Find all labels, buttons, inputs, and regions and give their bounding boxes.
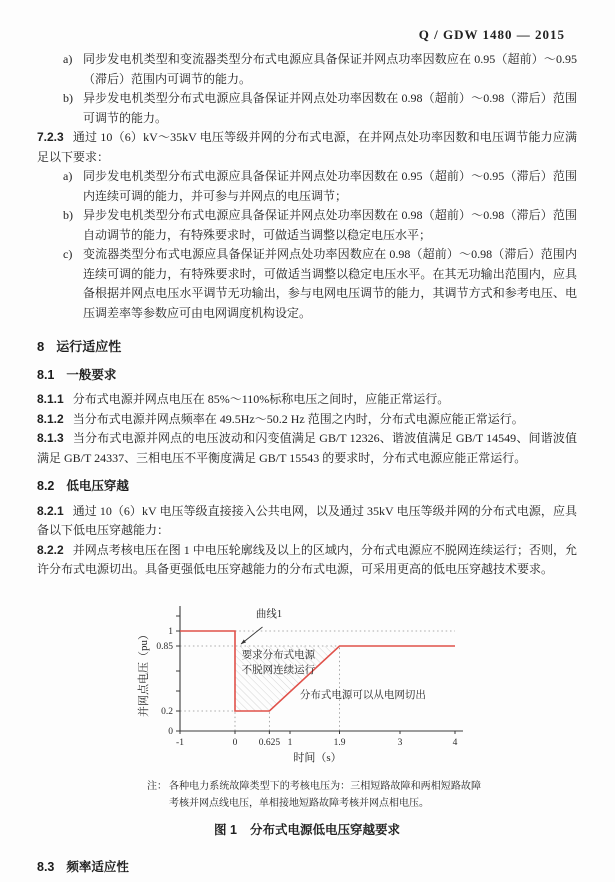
clause-8-1-1 [37, 390, 577, 410]
clause-number: 8.1.3 [37, 431, 64, 445]
clause-text: 当分布式电源并网点频率在 49.5Hz～50.2 Hz 范围之内时，分布式电源应能正常运行。 [72, 411, 524, 426]
section-number: 8 [37, 339, 45, 354]
page-content [37, 50, 577, 882]
section-title: 低电压穿越 [66, 479, 129, 493]
clause-number: 8.1.2 [37, 411, 64, 426]
clause-text: 通过 10（6）kV 电压等级直接接入公共电网，以及通过 35kV 电压等级并网的分布式电源，应具备以下低电压穿越能力： [37, 503, 577, 537]
svg-text:1: 1 [168, 626, 173, 637]
figure-note [147, 778, 481, 812]
svg-text:1.9: 1.9 [333, 737, 346, 748]
section-number: 8.3 [37, 859, 55, 874]
note-label: 注： [147, 781, 167, 792]
clause-8-2-1 [37, 502, 577, 541]
list-item [37, 50, 577, 89]
svg-text:-1: -1 [176, 737, 184, 748]
section-number: 8.2 [37, 479, 55, 493]
svg-text:1: 1 [287, 737, 293, 748]
figure-caption-label: 图 1 [214, 823, 237, 837]
list-item [37, 206, 577, 245]
list-marker: b) [63, 91, 73, 105]
clause-number: 7.2.3 [37, 130, 64, 144]
list-item [37, 245, 577, 323]
clause-number: 8.2.2 [37, 542, 64, 557]
list-marker: a) [63, 52, 73, 66]
list-item-text: 异步发电机类型分布式电源应具备保证并网点处功率因数在 0.98（超前）～0.98（滞后）范围自动调节的能力，有特殊要求时，可做适当调整以稳定电压水平； [83, 208, 577, 242]
note-text: 各种电力系统故障类型下的考核电压为：三相短路故障和两相短路故障考核并网点线电压，单相接地短路故障考核并网点相电压。 [169, 781, 481, 809]
section-title: 频率适应性 [66, 859, 129, 874]
svg-text:0.85: 0.85 [156, 641, 173, 652]
svg-text:0.2: 0.2 [161, 706, 173, 717]
svg-text:3: 3 [397, 737, 403, 748]
svg-text:0: 0 [232, 737, 238, 748]
section-number: 8.1 [37, 367, 55, 382]
list-item [37, 89, 577, 128]
section-8-1-heading [37, 366, 577, 386]
lvrt-chart-wrap [132, 595, 577, 774]
section-8-heading [37, 337, 577, 357]
list-item [37, 167, 577, 206]
list-item-text: 异步发电机类型分布式电源应具备保证并网点处功率因数在 0.98（超前）～0.98（滞后）范围可调节的能力。 [83, 91, 577, 125]
clause-text: 当分布式电源并网点的电压波动和闪变值满足 GB/T 12326、谐波值满足 GB/T 14549、间谐波值满足 GB/T 24337、三相电压不平衡度满足 GB/T 15543 的要求时，分布式电源应能正常运行。 [37, 431, 577, 465]
list-marker: a) [63, 169, 73, 183]
clause-text: 通过 10（6）kV～35kV 电压等级并网的分布式电源，在并网点处功率因数和电压调节能力应满足以下要求： [37, 130, 577, 164]
svg-text:4: 4 [452, 737, 458, 748]
section-8-3-heading [37, 858, 577, 878]
svg-text:分布式电源可以从电网切出: 分布式电源可以从电网切出 [299, 689, 426, 701]
figure-caption [37, 821, 577, 841]
list-marker: c) [63, 247, 73, 261]
svg-text:要求分布式电源不脱网连续运行: 要求分布式电源不脱网连续运行 [241, 649, 316, 676]
clause-8-2-2 [37, 541, 577, 580]
svg-text:0: 0 [168, 726, 173, 737]
section-8-2-heading [37, 477, 577, 497]
svg-text:曲线1: 曲线1 [255, 608, 283, 620]
doc-number: Q / GDW 1480 — 2015 [418, 27, 565, 42]
figure-1 [37, 595, 577, 841]
lvrt-chart [132, 595, 472, 767]
svg-text:并网点电压（pu）: 并网点电压（pu） [138, 628, 150, 717]
list-item-text: 同步发电机类型和变流器类型分布式电源应具备保证并网点功率因数应在 0.95（超前）～0.95（滞后）范围内可调节的能力。 [83, 52, 577, 86]
list-marker: b) [63, 208, 73, 222]
section-title: 一般要求 [66, 367, 117, 382]
clause-8-1-2 [37, 410, 577, 430]
list-item-text: 变流器类型分布式电源应具备保证并网点处功率因数应在 0.98（超前）～0.98（滞后）范围内连续可调的能力，有特殊要求时，可做适当调整以稳定电压水平。在其无功输出范围内，应具备根据并网点电压水平调节无功输出，参与电网电压调节的能力，其调节方式和参考电压、电压调差率等参数应可由电网调度机构设定。 [83, 247, 577, 320]
clause-text: 并网点考核电压在图 1 中电压轮廓线及以上的区域内，分布式电源应不脱网连续运行；否则，允许分布式电源切出。具备更强低电压穿越能力的分布式电源，可采用更高的低电压穿越技术要求。 [37, 542, 577, 576]
list-item-text: 同步发电机类型分布式电源应具备保证并网点处功率因数在 0.95（超前）～0.95（滞后）范围内连续可调的能力，并可参与并网点的电压调节； [83, 169, 577, 203]
figure-caption-text: 分布式电源低电压穿越要求 [249, 823, 400, 837]
clause-7-2-3 [37, 128, 577, 167]
section-title: 运行适应性 [56, 339, 122, 354]
clause-text: 分布式电源并网点电压在 85%～110%标称电压之间时，应能正常运行。 [72, 392, 450, 406]
svg-text:0.625: 0.625 [258, 737, 281, 748]
clause-number: 8.1.1 [37, 392, 64, 406]
clause-number: 8.2.1 [37, 503, 64, 518]
clause-8-1-3 [37, 429, 577, 468]
svg-text:时间（s）: 时间（s） [293, 751, 342, 764]
